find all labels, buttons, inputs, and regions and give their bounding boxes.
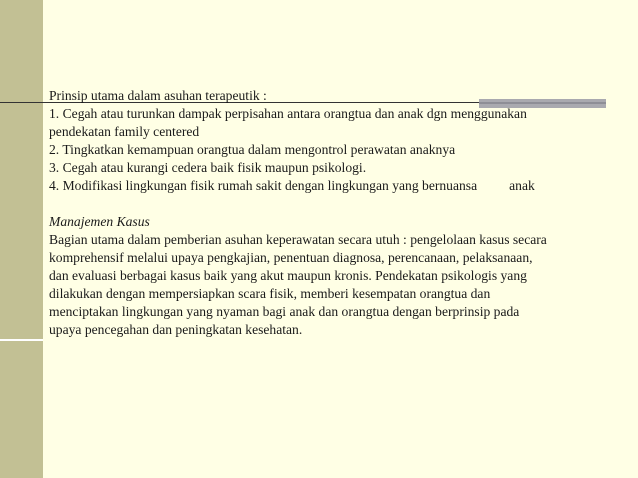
left-band-divider — [0, 339, 43, 341]
principles-heading: Prinsip utama dalam asuhan terapeutik : — [49, 88, 267, 103]
slide-content — [49, 87, 617, 339]
principle-4-text: 4. Modifikasi lingkungan fisik rumah sakit dengan lingkungan yang bernuansa — [49, 178, 478, 193]
principle-4 — [49, 177, 617, 195]
section-title: Manajemen Kasus — [49, 214, 150, 229]
principle-3: 3. Cegah atau kurangi cedera baik fisik maupun psikologi. — [49, 160, 367, 175]
body-line-3: dan evaluasi berbagai kasus baik yang akut maupun kronis. Pendekatan psikologis yang — [49, 268, 527, 283]
body-line-5: menciptakan lingkungan yang nyaman bagi anak dan orangtua dengan berprinsip pada — [49, 304, 520, 319]
principle-4-tail: anak — [509, 178, 535, 193]
principle-1-line-2: pendekatan family centered — [49, 124, 200, 139]
body-line-6: upaya pencegahan dan peningkatan kesehatan. — [49, 322, 303, 337]
principle-1-line-1: 1. Cegah atau turunkan dampak perpisahan antara orangtua dan anak dgn menggunakan — [49, 106, 527, 121]
body-line-1: Bagian utama dalam pemberian asuhan keperawatan secara utuh : pengelolaan kasus secara — [49, 232, 547, 247]
body-line-2: komprehensif melalui upaya pengkajian, penentuan diagnosa, perencanaan, pelaksanaan, — [49, 250, 533, 265]
body-line-4: dilakukan dengan mempersiapkan scara fisik, memberi kesempatan orangtua dan — [49, 286, 491, 301]
left-decorative-band — [0, 0, 43, 478]
paragraph-gap — [49, 195, 617, 213]
principle-2: 2. Tingkatkan kemampuan orangtua dalam mengontrol perawatan anaknya — [49, 142, 456, 157]
